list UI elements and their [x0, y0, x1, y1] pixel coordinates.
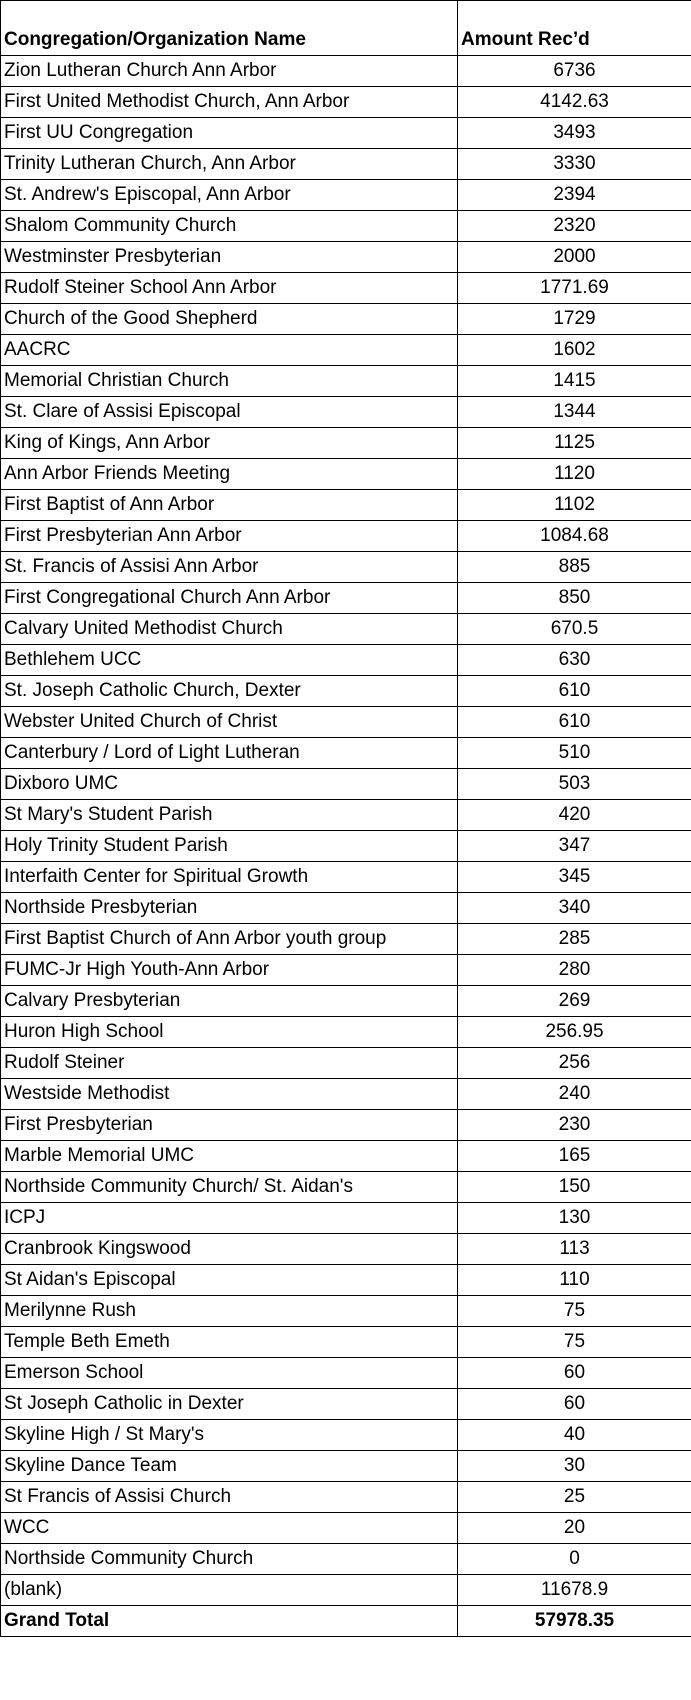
organization-name: Memorial Christian Church [1, 366, 458, 397]
grand-total-row [1, 1606, 691, 1637]
amount-received: 1729 [458, 304, 691, 335]
header-row [1, 1, 691, 56]
organization-name: St Joseph Catholic in Dexter [1, 1389, 458, 1420]
table-row [1, 676, 691, 707]
organization-name: FUMC-Jr High Youth-Ann Arbor [1, 955, 458, 986]
table-row [1, 986, 691, 1017]
amount-received: 256 [458, 1048, 691, 1079]
amount-received: 850 [458, 583, 691, 614]
organization-name: Canterbury / Lord of Light Lutheran [1, 738, 458, 769]
amount-received: 345 [458, 862, 691, 893]
table-row [1, 955, 691, 986]
table-row [1, 428, 691, 459]
amount-received: 503 [458, 769, 691, 800]
organization-name: Huron High School [1, 1017, 458, 1048]
organization-name: St. Andrew's Episcopal, Ann Arbor [1, 180, 458, 211]
organization-name: First UU Congregation [1, 118, 458, 149]
amount-received: 1344 [458, 397, 691, 428]
table-row [1, 397, 691, 428]
amount-received: 130 [458, 1203, 691, 1234]
organization-name: Rudolf Steiner [1, 1048, 458, 1079]
organization-name: Westside Methodist [1, 1079, 458, 1110]
table-row [1, 1048, 691, 1079]
organization-name: First United Methodist Church, Ann Arbor [1, 87, 458, 118]
amount-received: 885 [458, 552, 691, 583]
organization-name: First Baptist of Ann Arbor [1, 490, 458, 521]
table-row [1, 862, 691, 893]
amount-received: 75 [458, 1296, 691, 1327]
grand-total-label: Grand Total [1, 1606, 458, 1637]
amount-received: 75 [458, 1327, 691, 1358]
organization-name: Skyline Dance Team [1, 1451, 458, 1482]
organization-name: Shalom Community Church [1, 211, 458, 242]
table-row [1, 118, 691, 149]
organization-name: First Baptist Church of Ann Arbor youth group [1, 924, 458, 955]
amount-column-header: Amount Rec’d [458, 1, 691, 56]
table-row [1, 1389, 691, 1420]
amount-received: 510 [458, 738, 691, 769]
name-column-header: Congregation/Organization Name [1, 1, 458, 56]
organization-name: St Aidan's Episcopal [1, 1265, 458, 1296]
table-row [1, 56, 691, 87]
amount-received: 610 [458, 707, 691, 738]
organization-name: Bethlehem UCC [1, 645, 458, 676]
table-row [1, 1079, 691, 1110]
organization-name: Emerson School [1, 1358, 458, 1389]
table-row [1, 521, 691, 552]
amount-received: 60 [458, 1389, 691, 1420]
amount-received: 2394 [458, 180, 691, 211]
amount-received: 2320 [458, 211, 691, 242]
amount-received: 3493 [458, 118, 691, 149]
table-row [1, 1141, 691, 1172]
table-row [1, 645, 691, 676]
organization-name: Calvary United Methodist Church [1, 614, 458, 645]
table-row [1, 1234, 691, 1265]
organization-name: Westminster Presbyterian [1, 242, 458, 273]
organization-name: Zion Lutheran Church Ann Arbor [1, 56, 458, 87]
amount-received: 11678.9 [458, 1575, 691, 1606]
grand-total-amount: 57978.35 [458, 1606, 691, 1637]
amount-received: 420 [458, 800, 691, 831]
organization-name: Skyline High / St Mary's [1, 1420, 458, 1451]
organization-name: St. Francis of Assisi Ann Arbor [1, 552, 458, 583]
amount-received: 165 [458, 1141, 691, 1172]
amount-received: 1102 [458, 490, 691, 521]
table-row [1, 490, 691, 521]
organization-name: Webster United Church of Christ [1, 707, 458, 738]
table-row [1, 1420, 691, 1451]
table-row [1, 583, 691, 614]
amount-received: 25 [458, 1482, 691, 1513]
organization-name: King of Kings, Ann Arbor [1, 428, 458, 459]
amount-received: 256.95 [458, 1017, 691, 1048]
table-row [1, 149, 691, 180]
amount-received: 230 [458, 1110, 691, 1141]
table-row [1, 1017, 691, 1048]
table-row [1, 1327, 691, 1358]
organization-name: Northside Community Church [1, 1544, 458, 1575]
organization-name: St. Clare of Assisi Episcopal [1, 397, 458, 428]
amount-received: 3330 [458, 149, 691, 180]
organization-name: AACRC [1, 335, 458, 366]
table-row [1, 180, 691, 211]
organization-name: Holy Trinity Student Parish [1, 831, 458, 862]
amount-received: 240 [458, 1079, 691, 1110]
amount-received: 670.5 [458, 614, 691, 645]
table-row [1, 738, 691, 769]
table-row [1, 1513, 691, 1544]
organization-name: Merilynne Rush [1, 1296, 458, 1327]
amount-received: 110 [458, 1265, 691, 1296]
table-row [1, 1575, 691, 1606]
organization-name: Marble Memorial UMC [1, 1141, 458, 1172]
organization-name: Northside Community Church/ St. Aidan's [1, 1172, 458, 1203]
amount-received: 60 [458, 1358, 691, 1389]
organization-name: Rudolf Steiner School Ann Arbor [1, 273, 458, 304]
amount-received: 347 [458, 831, 691, 862]
table-row [1, 707, 691, 738]
table-row [1, 769, 691, 800]
organization-name: Church of the Good Shepherd [1, 304, 458, 335]
organization-name: WCC [1, 1513, 458, 1544]
organization-name: ICPJ [1, 1203, 458, 1234]
organization-name: Calvary Presbyterian [1, 986, 458, 1017]
amount-received: 1125 [458, 428, 691, 459]
amount-received: 1120 [458, 459, 691, 490]
table-row [1, 800, 691, 831]
table-row [1, 614, 691, 645]
table-row [1, 1265, 691, 1296]
table-row [1, 1110, 691, 1141]
table-row [1, 87, 691, 118]
amount-received: 0 [458, 1544, 691, 1575]
amount-received: 1084.68 [458, 521, 691, 552]
organization-name: Trinity Lutheran Church, Ann Arbor [1, 149, 458, 180]
table-row [1, 1203, 691, 1234]
table-row [1, 1358, 691, 1389]
table-row [1, 242, 691, 273]
table-row [1, 273, 691, 304]
table-row [1, 304, 691, 335]
amount-received: 30 [458, 1451, 691, 1482]
amount-received: 6736 [458, 56, 691, 87]
amount-received: 40 [458, 1420, 691, 1451]
table-row [1, 335, 691, 366]
table-body [1, 56, 691, 1606]
table-row [1, 893, 691, 924]
amount-received: 4142.63 [458, 87, 691, 118]
table-row [1, 924, 691, 955]
table-row [1, 831, 691, 862]
amount-received: 610 [458, 676, 691, 707]
amount-received: 1415 [458, 366, 691, 397]
table-row [1, 552, 691, 583]
amount-received: 113 [458, 1234, 691, 1265]
amount-received: 340 [458, 893, 691, 924]
amount-received: 280 [458, 955, 691, 986]
amount-received: 2000 [458, 242, 691, 273]
table-row [1, 1451, 691, 1482]
organization-name: Ann Arbor Friends Meeting [1, 459, 458, 490]
organization-name: St Mary's Student Parish [1, 800, 458, 831]
organization-name: Interfaith Center for Spiritual Growth [1, 862, 458, 893]
table-row [1, 1172, 691, 1203]
amount-received: 1771.69 [458, 273, 691, 304]
organization-name: Dixboro UMC [1, 769, 458, 800]
table-row [1, 1544, 691, 1575]
amount-received: 1602 [458, 335, 691, 366]
table-row [1, 366, 691, 397]
organization-name: First Presbyterian Ann Arbor [1, 521, 458, 552]
amount-received: 285 [458, 924, 691, 955]
amount-received: 269 [458, 986, 691, 1017]
organization-name: St Francis of Assisi Church [1, 1482, 458, 1513]
organization-name: Temple Beth Emeth [1, 1327, 458, 1358]
organization-name: Cranbrook Kingswood [1, 1234, 458, 1265]
organization-name: St. Joseph Catholic Church, Dexter [1, 676, 458, 707]
amount-received: 630 [458, 645, 691, 676]
organization-name: First Congregational Church Ann Arbor [1, 583, 458, 614]
amount-received: 150 [458, 1172, 691, 1203]
organization-name: First Presbyterian [1, 1110, 458, 1141]
table-row [1, 459, 691, 490]
amount-received: 20 [458, 1513, 691, 1544]
organization-name: (blank) [1, 1575, 458, 1606]
table-row [1, 1296, 691, 1327]
organization-name: Northside Presbyterian [1, 893, 458, 924]
table-row [1, 211, 691, 242]
table-row [1, 1482, 691, 1513]
